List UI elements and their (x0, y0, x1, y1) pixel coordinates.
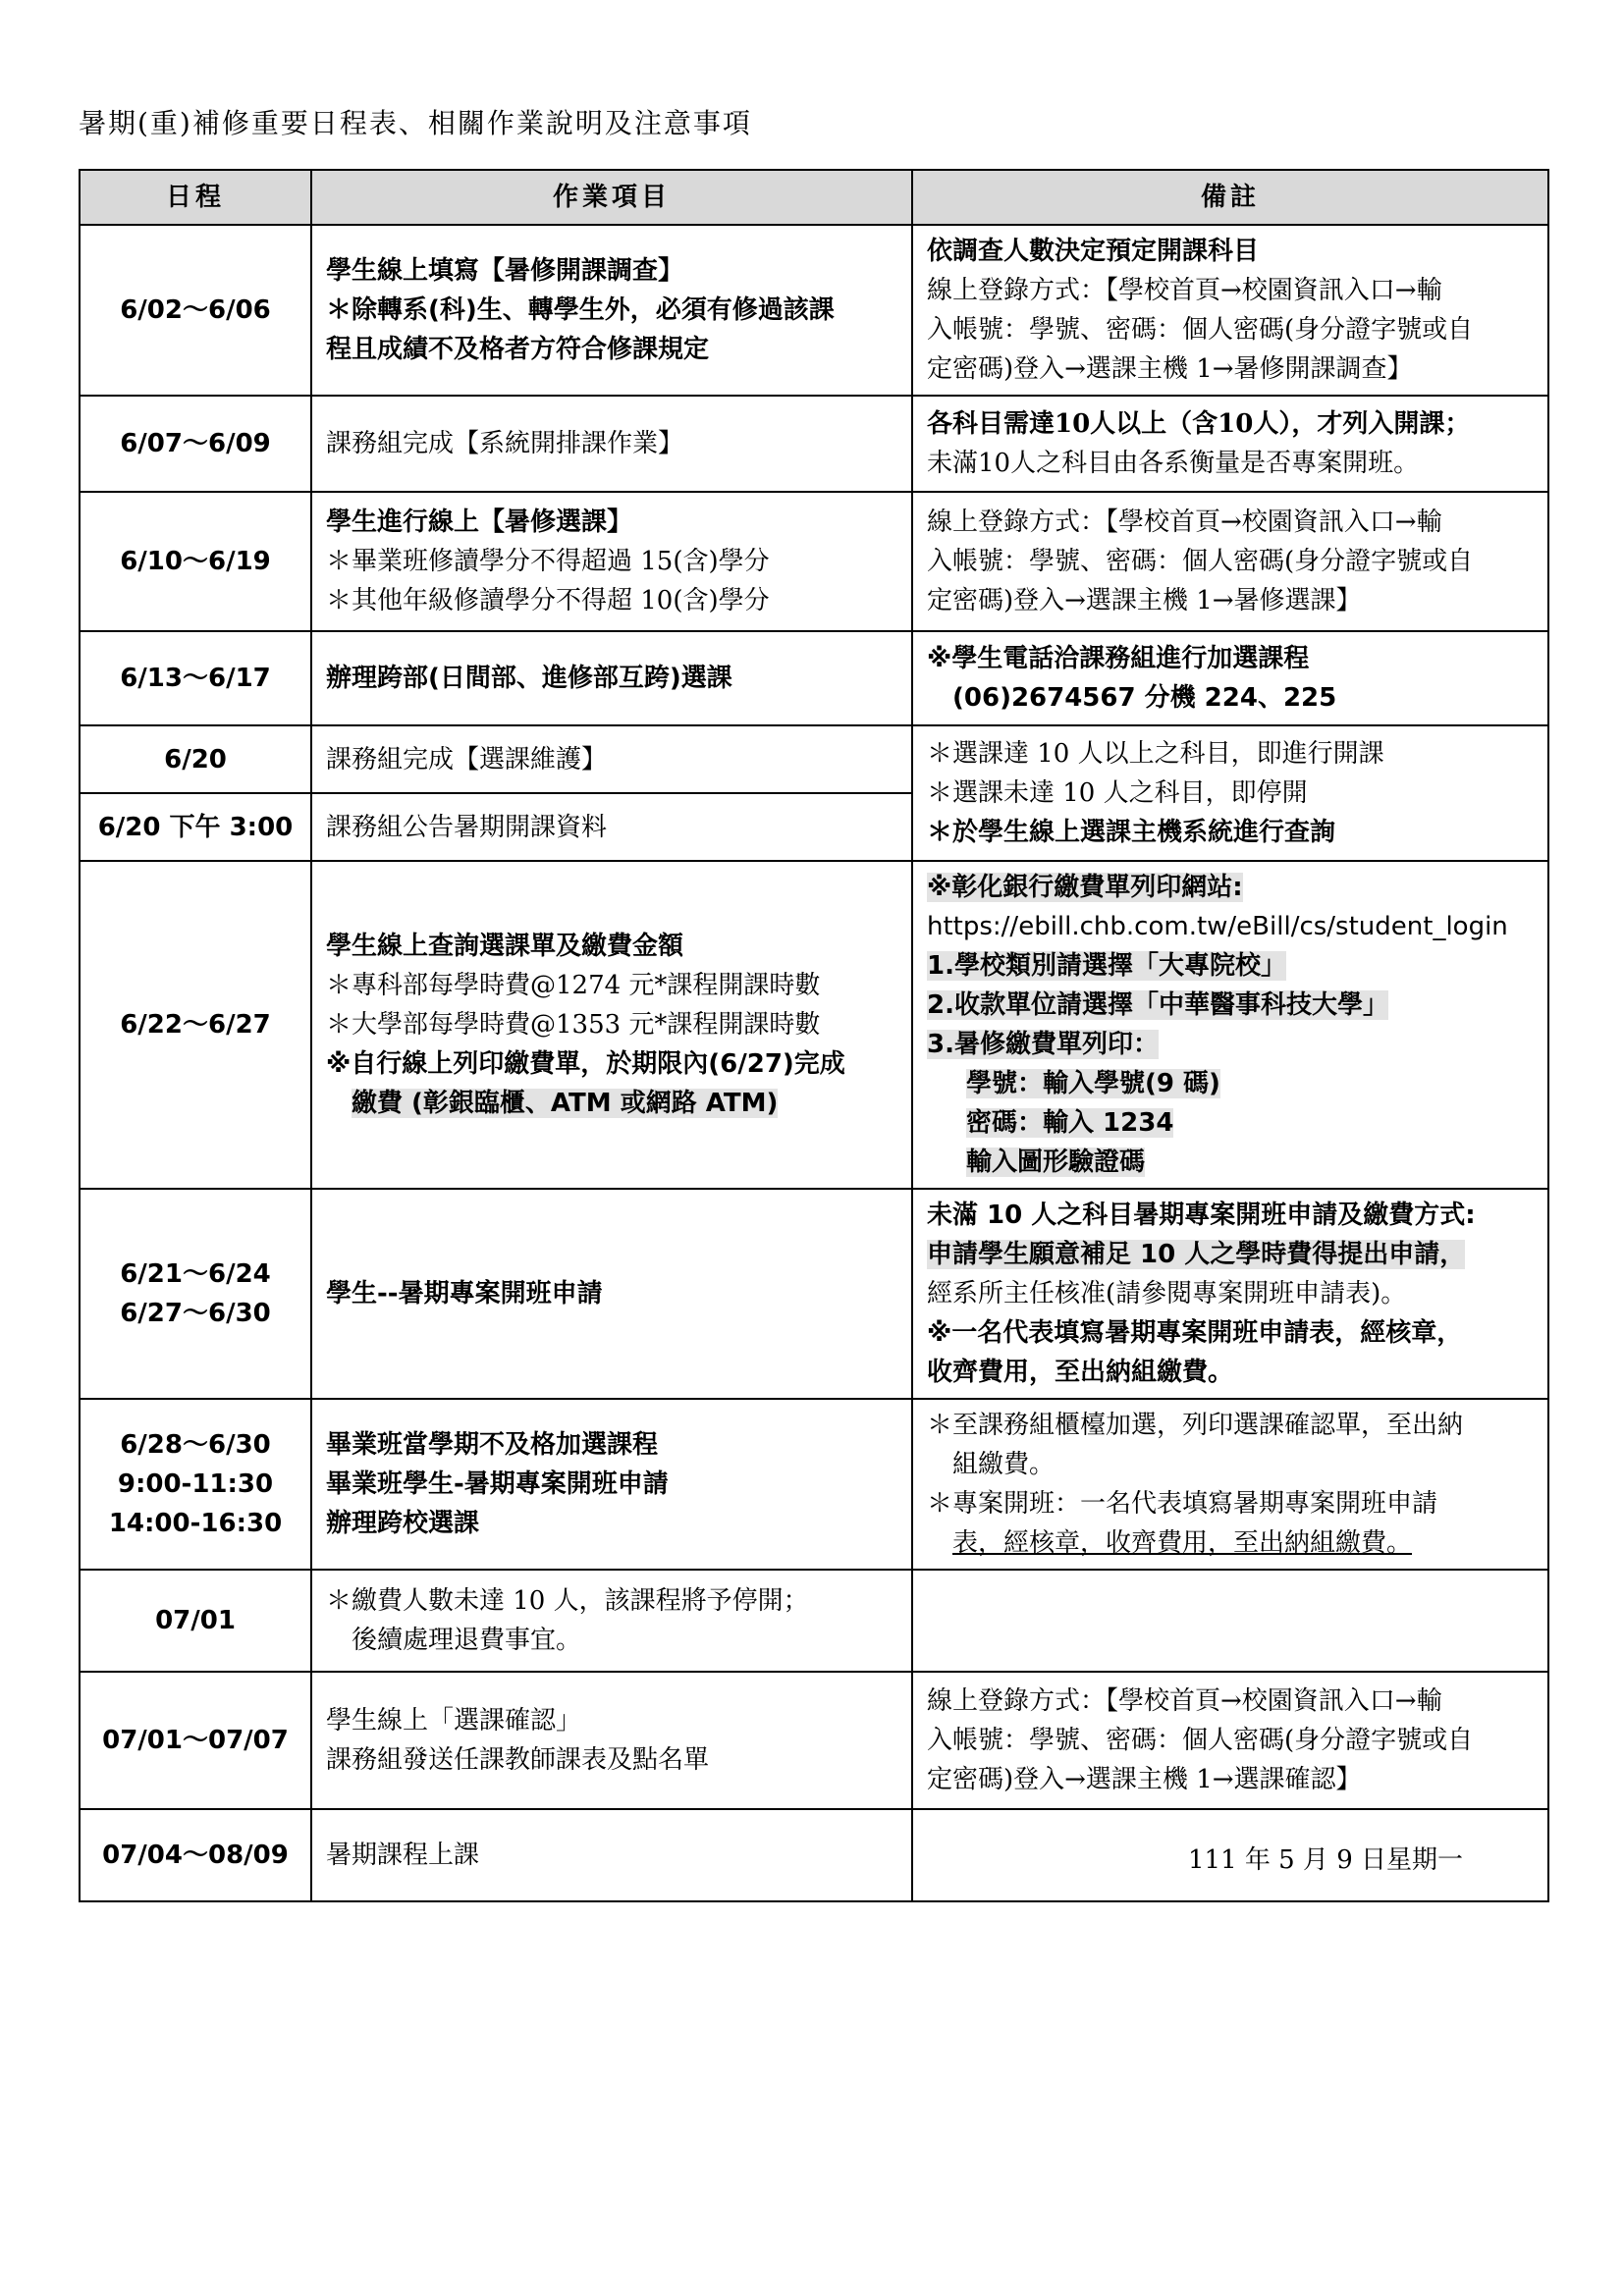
table-row (80, 1672, 1548, 1809)
row-date: 6/20 (80, 725, 311, 793)
table-row (80, 1570, 1548, 1672)
row-note: 線上登錄方式：【學校首頁→校園資訊入口→輸 入帳號：學號、密碼：個人密碼(身分證字號或自 定密碼)登入→選課主機 1→選課確認】 (912, 1672, 1548, 1809)
row-item: 學生線上查詢選課單及繳費金額 ＊專科部每學時費@1274 元*課程開課時數 ＊大學部每學時費@1353 元*課程開課時數 ※自行線上列印繳費單，於期限內(6/27)完成 繳費 (彰銀臨櫃、ATM 或網路 ATM) (311, 861, 912, 1189)
table-row (80, 396, 1548, 492)
schedule-table (79, 169, 1549, 1902)
row-note: 未滿 10 人之科目暑期專案開班申請及繳費方式: 申請學生願意補足 10 人之學時費得提出申請， 經系所主任核准(請參閱專案開班申請表)。 ※一名代表填寫暑期專案開班申請表，經核章， 收齊費用，至出納組繳費。 (912, 1189, 1548, 1399)
table-row (80, 725, 1548, 793)
table-row (80, 1399, 1548, 1570)
row-item: 學生進行線上【暑修選課】 ＊畢業班修讀學分不得超過 15(含)學分 ＊其他年級修讀學分不得超 10(含)學分 (311, 492, 912, 631)
row-date: 6/21～6/24 6/27～6/30 (80, 1189, 311, 1399)
row-date: 6/28～6/30 9:00-11:30 14:00-16:30 (80, 1399, 311, 1570)
table-row (80, 225, 1548, 396)
row-note: 線上登錄方式：【學校首頁→校園資訊入口→輸 入帳號：學號、密碼：個人密碼(身分證字號或自 定密碼)登入→選課主機 1→暑修選課】 (912, 492, 1548, 631)
row-note: ＊選課達 10 人以上之科目，即進行開課 ＊選課未達 10 人之科目，即停開 ＊於學生線上選課主機系統進行查詢 (912, 725, 1548, 861)
row-item: ＊繳費人數未達 10 人，該課程將予停開； 後續處理退費事宜。 (311, 1570, 912, 1672)
row-note (912, 1570, 1548, 1672)
row-date: 6/10～6/19 (80, 492, 311, 631)
header-date: 日程 (80, 170, 311, 225)
row-item: 畢業班當學期不及格加選課程 畢業班學生-暑期專案開班申請 辦理跨校選課 (311, 1399, 912, 1570)
row-date: 07/04～08/09 (80, 1809, 311, 1901)
row-date: 6/22～6/27 (80, 861, 311, 1189)
row-note: 依調查人數決定預定開課科目 線上登錄方式：【學校首頁→校園資訊入口→輸 入帳號：學號、密碼：個人密碼(身分證字號或自 定密碼)登入→選課主機 1→暑修開課調查】 (912, 225, 1548, 396)
row-item: 學生線上「選課確認」 課務組發送任課教師課表及點名單 (311, 1672, 912, 1809)
table-row (80, 861, 1548, 1189)
header-item: 作業項目 (311, 170, 912, 225)
row-note: ※學生電話洽課務組進行加選課程 (06)2674567 分機 224、225 (912, 631, 1548, 725)
row-date: 6/13～6/17 (80, 631, 311, 725)
page-title: 暑期(重)補修重要日程表、相關作業說明及注意事項 (79, 107, 752, 139)
row-date: 07/01 (80, 1570, 311, 1672)
table-row (80, 631, 1548, 725)
row-item: 課務組完成【選課維護】 (311, 725, 912, 793)
table-row (80, 492, 1548, 631)
table-header-row (80, 170, 1548, 225)
row-item: 暑期課程上課 (311, 1809, 912, 1901)
row-note: 各科目需達10人以上（含10人），才列入開課； 未滿10人之科目由各系衡量是否專案開班。 (912, 396, 1548, 492)
row-date: 6/07～6/09 (80, 396, 311, 492)
row-note: ※彰化銀行繳費單列印網站: https://ebill.chb.com.tw/eBill/cs/student_login 1.學校類別請選擇「大專院校」 2.收款單位請選擇「中華醫事科技大學」 3.暑修繳費單列印： 學號：輸入學號(9 碼) 密碼：輸入 1234 輸入圖形驗證碼 (912, 861, 1548, 1189)
row-item: 學生--暑期專案開班申請 (311, 1189, 912, 1399)
row-date: 07/01～07/07 (80, 1672, 311, 1809)
row-note: ＊至課務組櫃檯加選，列印選課確認單，至出納 組繳費。 ＊專案開班：一名代表填寫暑期專案開班申請 表，經核章，收齊費用，至出納組繳費。 (912, 1399, 1548, 1570)
header-note: 備註 (912, 170, 1548, 225)
bank-url: https://ebill.chb.com.tw/eBill/cs/student_login (927, 912, 1508, 941)
row-item: 辦理跨部(日間部、進修部互跨)選課 (311, 631, 912, 725)
row-item: 學生線上填寫【暑修開課調查】 ＊除轉系(科)生、轉學生外，必須有修過該課 程且成績不及格者方符合修課規定 (311, 225, 912, 396)
document-date: 111 年 5 月 9 日星期一 (1188, 1845, 1464, 1875)
table-row (80, 1189, 1548, 1399)
row-date: 6/02～6/06 (80, 225, 311, 396)
row-item: 課務組完成【系統開排課作業】 (311, 396, 912, 492)
row-item: 課務組公告暑期開課資料 (311, 793, 912, 861)
row-date: 6/20 下午 3:00 (80, 793, 311, 861)
